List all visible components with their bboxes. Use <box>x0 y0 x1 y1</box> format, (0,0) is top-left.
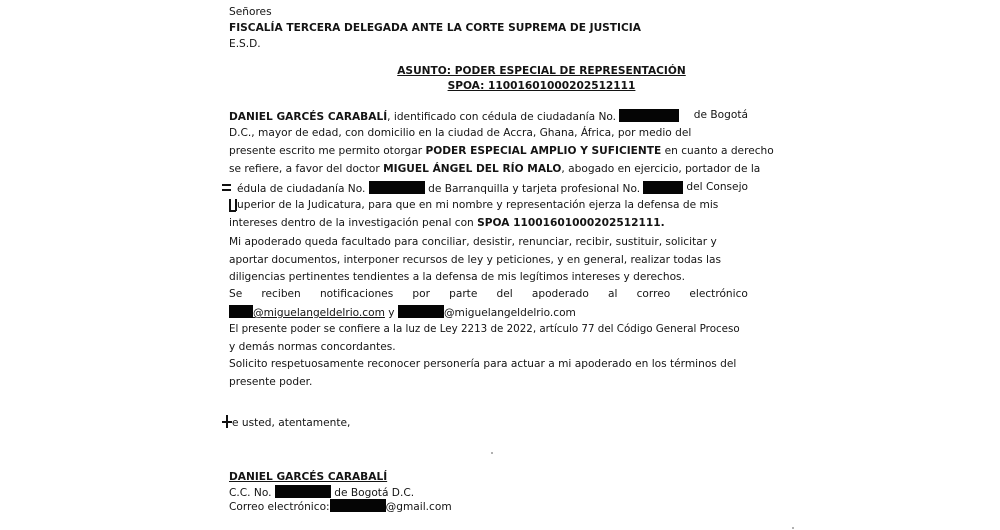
esd-label: E.S.D. <box>229 38 261 50</box>
p4-line-1: El presente poder se confiere a la luz de Ley 2213 de 2022, artículo 77 del Código General Proceso <box>229 323 740 335</box>
redaction-cedula-poderdante <box>619 109 679 122</box>
p3-line-2 <box>229 305 576 320</box>
redaction-cedula-apoderado <box>369 181 425 194</box>
p1-l3-b: en cuanto a derecho <box>664 145 774 157</box>
p1-line-2 <box>229 127 748 140</box>
email-text-2: @miguelangeldelrio.com <box>443 307 576 319</box>
subject-spoa <box>229 80 854 93</box>
poderdante-name: DANIEL GARCÉS CARABALÍ <box>229 111 388 123</box>
p3-word: parte <box>449 288 478 300</box>
scan-artifact-mark <box>235 199 237 211</box>
p2-l2-text: aportar documentos, interponer recursos de ley y peticiones, y en general, realizar todas las <box>229 254 722 266</box>
p4-line-2: y demás normas concordantes. <box>229 341 396 353</box>
p3-conjunction: y <box>388 307 395 319</box>
cc-city: de Bogotá D.C. <box>334 487 415 499</box>
p5-line-2: presente poder. <box>229 376 313 388</box>
p2-line-2 <box>229 254 748 267</box>
p1-line-7 <box>229 217 665 230</box>
spoa-bold: SPOA 11001601000202512111. <box>477 217 665 229</box>
p1-l2-text: D.C., mayor de edad, con domicilio en la ciudad de Accra, Ghana, África, por medio del <box>229 127 692 139</box>
scan-artifact-mark <box>226 415 228 428</box>
salutation: Señores <box>229 6 272 18</box>
signature-email <box>229 499 452 514</box>
email-label: Correo electrónico: <box>229 501 330 513</box>
p1-l7-a: intereses dentro de la investigación penal con <box>229 217 474 229</box>
p1-l1-text: , identificado con cédula de ciudadanía No. <box>387 111 617 123</box>
p1-l4-b: , abogado en ejercicio, portador de la <box>561 163 761 175</box>
p1-line-5 <box>237 181 748 196</box>
p1-l3-a: presente escrito me permito otorgar <box>229 145 423 157</box>
p2-line-1 <box>229 236 748 249</box>
email-domain: @gmail.com <box>385 501 452 513</box>
scan-artifact-mark <box>222 189 231 191</box>
p3-word: reciben <box>261 288 301 300</box>
signature-name: DANIEL GARCÉS CARABALÍ <box>229 471 388 483</box>
p1-l6-text: uperior de la Judicatura, para que en mi nombre y representación ejerza la defensa de mis <box>237 199 719 211</box>
p3-word: electrónico <box>689 288 748 300</box>
p3-word: al <box>608 288 618 300</box>
redaction-email-usuario-2 <box>398 305 444 318</box>
p1-line-6 <box>237 199 748 212</box>
redaction-cc-firma <box>275 485 331 498</box>
apoderado-name: MIGUEL ÁNGEL DEL RÍO MALO <box>383 163 562 175</box>
subject-spoa-text: SPOA: 11001601000202512111 <box>447 80 636 92</box>
p1-l3-left <box>229 145 774 158</box>
p1-line-3 <box>229 145 774 158</box>
p3-word: apoderado <box>531 288 589 300</box>
p1-l5-b: de Barranquilla y tarjeta profesional No. <box>428 183 641 195</box>
scan-speck <box>491 452 493 454</box>
p1-l5-a: édula de ciudadanía No. <box>237 183 366 195</box>
p5-l1-text: Solicito respetuosamente reconocer personería para actuar a mi apoderado en los términos del <box>229 358 737 370</box>
p3-line-1 <box>229 288 748 301</box>
p1-l1-left <box>229 109 679 124</box>
p2-l1-text: Mi apoderado queda facultado para conciliar, desistir, renunciar, recibir, sustituir, solicitar y <box>229 236 717 248</box>
redaction-email-firma <box>330 499 386 512</box>
subject-asunto-text: ASUNTO: PODER ESPECIAL DE REPRESENTACIÓN <box>397 65 686 77</box>
p1-l4-left <box>229 163 760 176</box>
email-link-1[interactable]: @miguelangeldelrio.com <box>253 307 385 319</box>
addressee-office: FISCALÍA TERCERA DELEGADA ANTE LA CORTE SUPREMA DE JUSTICIA <box>229 22 641 34</box>
scan-artifact-mark <box>222 184 231 186</box>
p1-l5-left <box>237 181 683 196</box>
p1-l5-c: del Consejo <box>686 181 748 193</box>
signature-cc <box>229 485 414 500</box>
p3-word: por <box>412 288 430 300</box>
p1-line-4 <box>229 163 761 176</box>
p3-word: correo <box>636 288 671 300</box>
p3-word: del <box>496 288 513 300</box>
p1-l4-a: se refiere, a favor del doctor <box>229 163 380 175</box>
redaction-tarjeta-profesional <box>643 181 683 194</box>
subject-asunto <box>229 65 854 78</box>
closing-line: e usted, atentamente, <box>232 417 351 429</box>
redaction-email-usuario-1 <box>229 305 253 318</box>
cc-label: C.C. No. <box>229 487 272 499</box>
poder-especial-bold: PODER ESPECIAL AMPLIO Y SUFICIENTE <box>425 145 662 157</box>
p3-word: Se <box>229 288 243 300</box>
p1-l1-end: de Bogotá <box>693 109 748 121</box>
scan-speck <box>792 527 794 529</box>
p5-line-1 <box>229 358 748 371</box>
p2-line-3: diligencias pertinentes tendientes a la defensa de mis legítimos intereses y derechos. <box>229 271 685 283</box>
p1-line-1 <box>229 109 748 124</box>
p3-word: notificaciones <box>319 288 394 300</box>
